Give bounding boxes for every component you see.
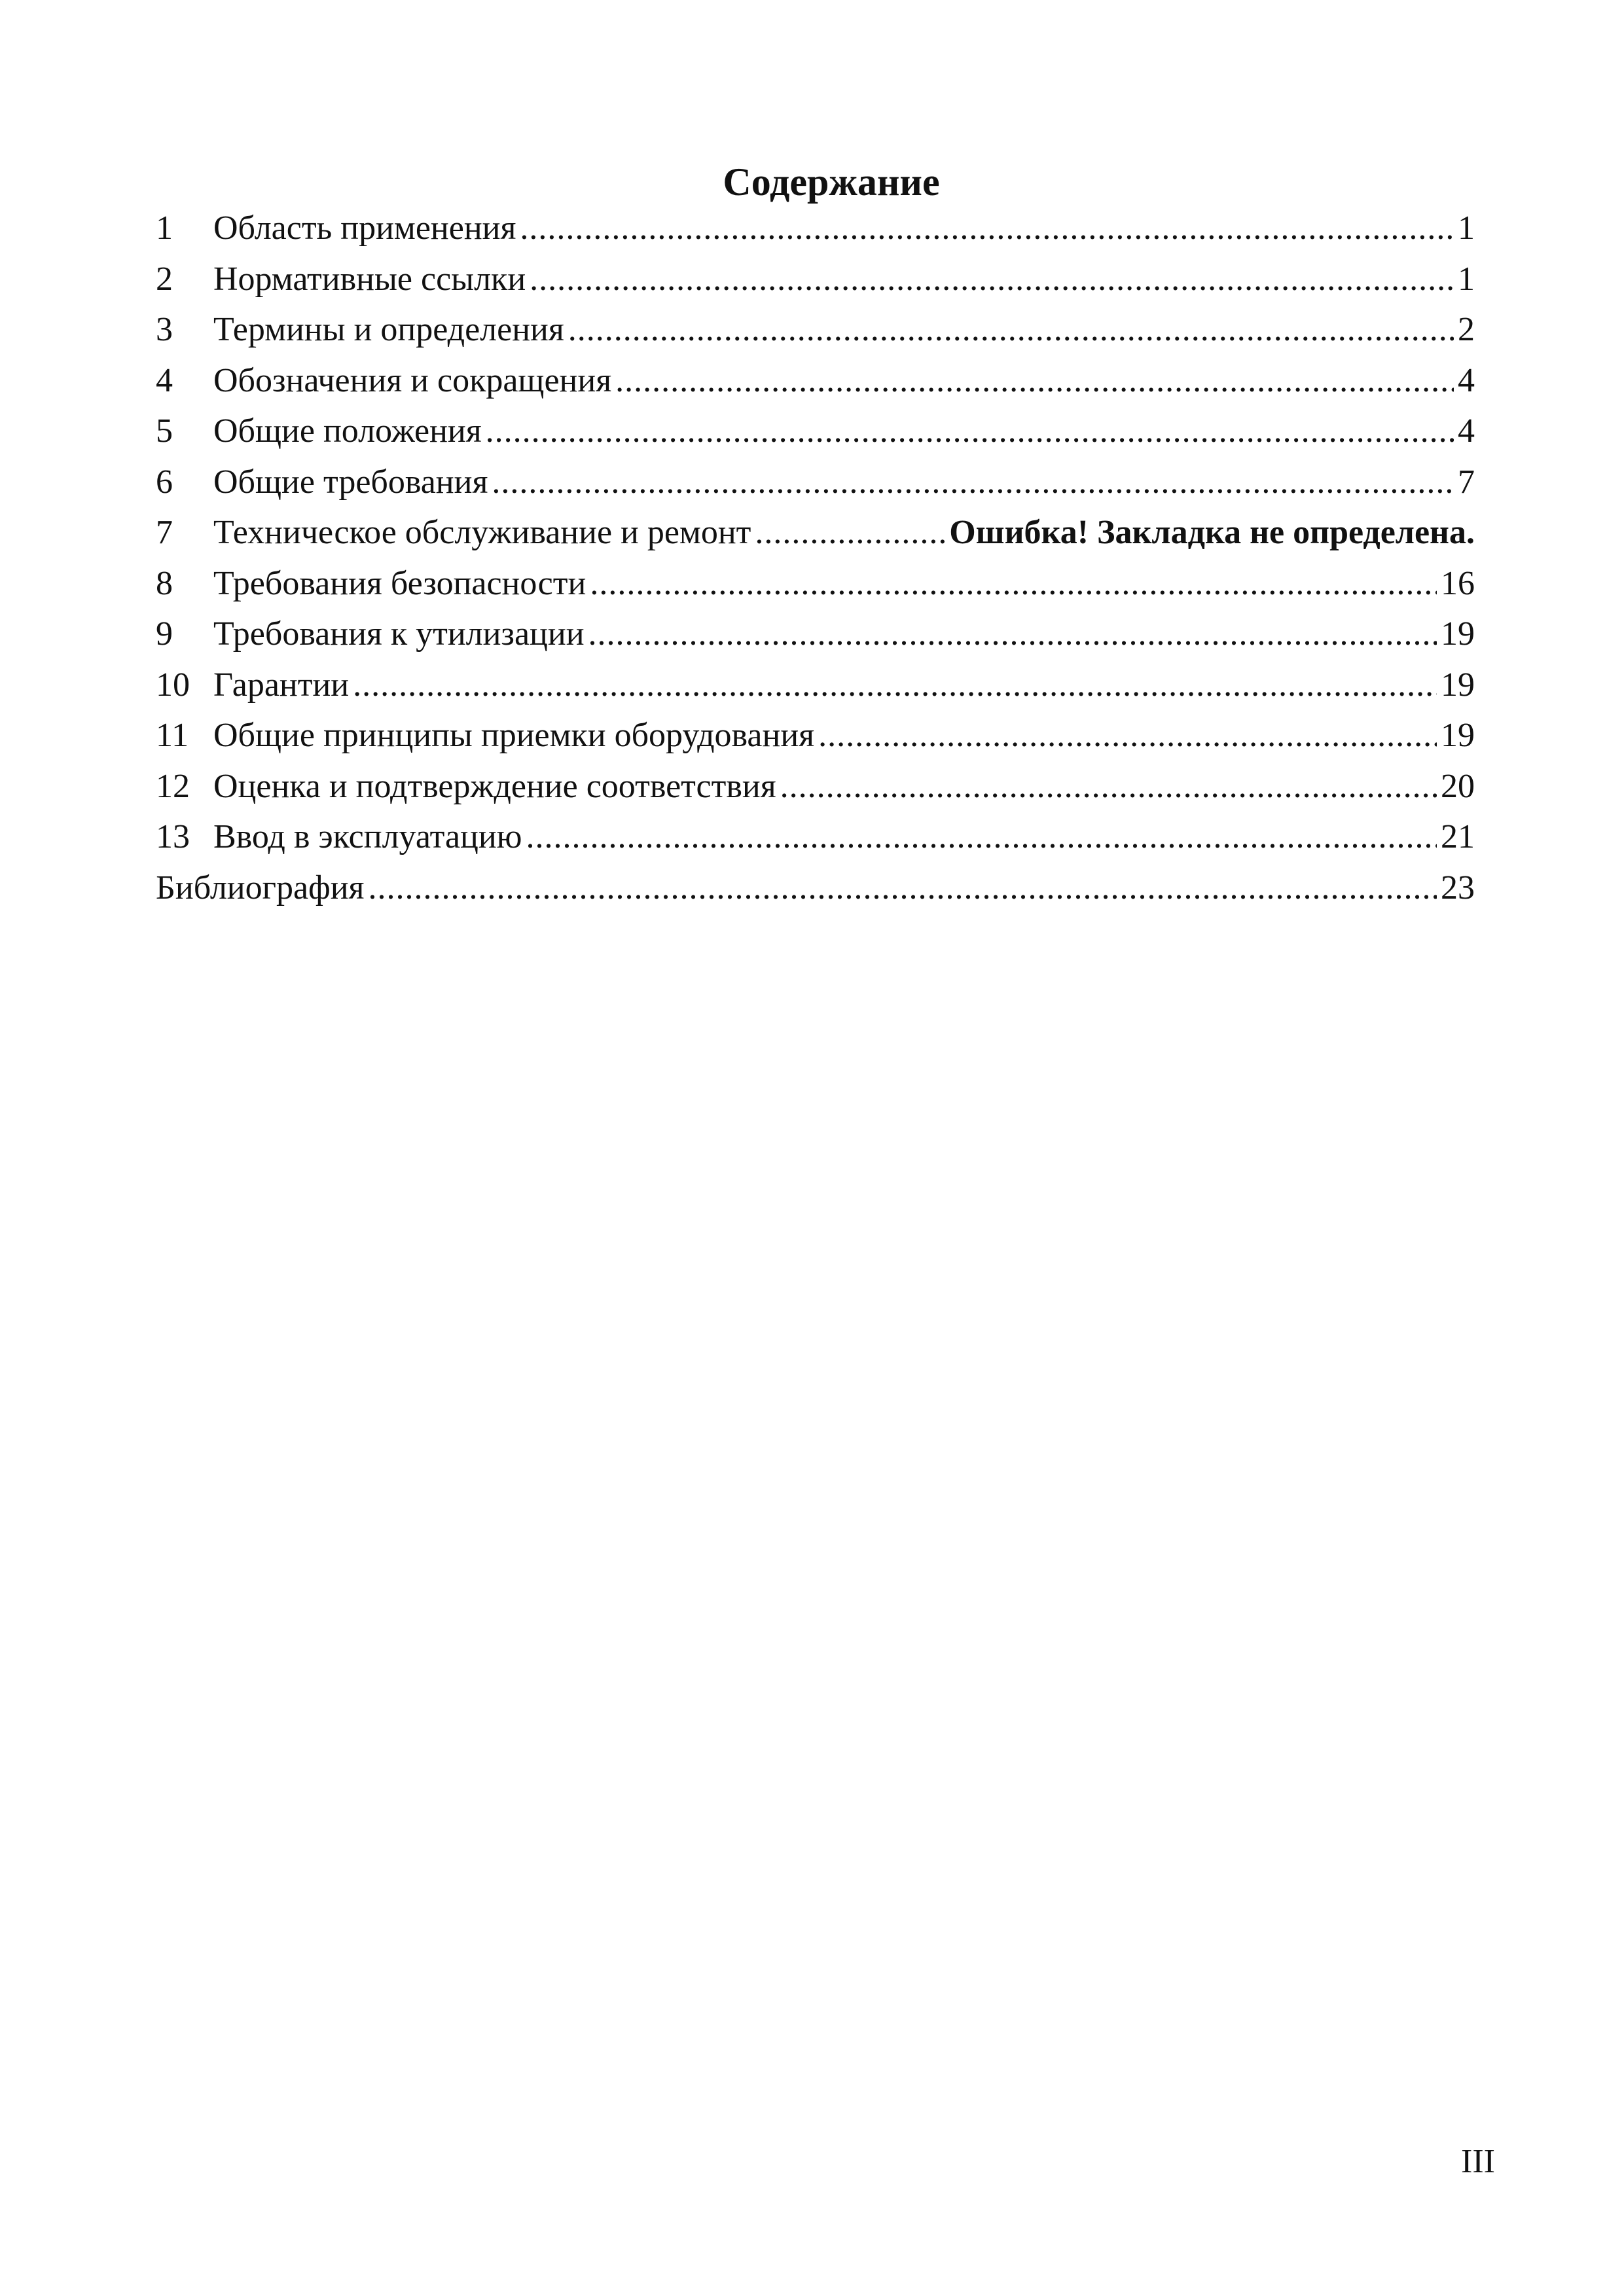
toc-entry-page: 19 <box>1441 615 1475 653</box>
toc-entry-label: Область применения <box>213 209 516 247</box>
toc-entry[interactable] <box>156 761 1475 812</box>
toc-entry-page: 4 <box>1458 412 1475 450</box>
toc-entry-label: Общие принципы приемки оборудования <box>213 717 815 754</box>
toc-dot-leader <box>588 609 1437 660</box>
toc-dot-leader <box>780 761 1437 812</box>
toc-entry-page: 7 <box>1458 463 1475 501</box>
toc-dot-leader <box>818 710 1437 761</box>
toc-dot-leader <box>520 203 1454 254</box>
toc-dot-leader <box>353 660 1437 711</box>
toc-entry-label: Требования безопасности <box>213 564 586 602</box>
toc-dot-leader <box>486 406 1454 457</box>
toc-entry-label: Библиография <box>156 869 365 906</box>
toc-entry[interactable] <box>156 304 1475 355</box>
toc-entry-label: Общие требования <box>213 463 488 501</box>
toc-entry-page: 23 <box>1441 869 1475 906</box>
toc-dot-leader <box>368 863 1437 914</box>
toc-entry-page: 1 <box>1458 260 1475 298</box>
toc-entry-number: 5 <box>156 412 173 450</box>
toc-entry-page: 19 <box>1441 717 1475 754</box>
toc-entry-label: Общие положения <box>213 412 482 450</box>
toc-dot-leader <box>526 812 1437 863</box>
toc-entry[interactable] <box>156 457 1475 508</box>
toc-entry-number: 1 <box>156 209 173 247</box>
toc-entry-page: 21 <box>1441 818 1475 855</box>
toc-entry-label: Оценка и подтверждение соответствия <box>213 767 776 805</box>
toc-entry[interactable] <box>156 254 1475 305</box>
toc-entry-page: 19 <box>1441 666 1475 704</box>
table-of-contents <box>156 203 1475 913</box>
toc-entry-page: 2 <box>1458 311 1475 348</box>
toc-entry[interactable] <box>156 609 1475 660</box>
toc-entry[interactable] <box>156 507 1475 558</box>
toc-entry-label: Техническое обслуживание и ремонт <box>213 514 751 551</box>
toc-entry-number: 2 <box>156 260 173 298</box>
toc-dot-leader <box>755 507 945 558</box>
toc-entry-bibliography[interactable] <box>156 863 1475 914</box>
toc-entry-page: 20 <box>1441 767 1475 805</box>
toc-entry-label: Нормативные ссылки <box>213 260 526 298</box>
toc-entry-number: 12 <box>156 767 190 805</box>
toc-dot-leader <box>492 457 1454 508</box>
toc-entry-page: 4 <box>1458 361 1475 399</box>
toc-entry[interactable] <box>156 812 1475 863</box>
toc-entry-page: 1 <box>1458 209 1475 247</box>
toc-entry[interactable] <box>156 660 1475 711</box>
toc-entry[interactable] <box>156 710 1475 761</box>
toc-entry-number: 3 <box>156 311 173 348</box>
toc-dot-leader <box>568 304 1454 355</box>
toc-entry-label: Ввод в эксплуатацию <box>213 818 522 855</box>
toc-entry-number: 8 <box>156 564 173 602</box>
toc-entry[interactable] <box>156 558 1475 609</box>
toc-entry-number: 11 <box>156 717 189 754</box>
toc-entry-label: Термины и определения <box>213 311 564 348</box>
toc-entry-error-text: Ошибка! Закладка не определена. <box>949 514 1475 551</box>
toc-dot-leader <box>590 558 1437 609</box>
toc-entry-page: 16 <box>1441 564 1475 602</box>
toc-dot-leader <box>615 355 1454 406</box>
page-title: Содержание <box>723 160 940 204</box>
toc-entry-number: 13 <box>156 818 190 855</box>
page-number: III <box>1461 2143 1495 2180</box>
toc-entry-label: Гарантии <box>213 666 350 704</box>
toc-entry-number: 10 <box>156 666 190 704</box>
toc-entry-label: Обозначения и сокращения <box>213 361 612 399</box>
toc-entry[interactable] <box>156 406 1475 457</box>
toc-entry-number: 7 <box>156 514 173 551</box>
toc-entry-number: 4 <box>156 361 173 399</box>
toc-entry-label: Требования к утилизации <box>213 615 585 653</box>
toc-entry-number: 6 <box>156 463 173 501</box>
toc-entry-number: 9 <box>156 615 173 653</box>
toc-entry[interactable] <box>156 203 1475 254</box>
toc-dot-leader <box>530 254 1454 305</box>
toc-entry[interactable] <box>156 355 1475 406</box>
